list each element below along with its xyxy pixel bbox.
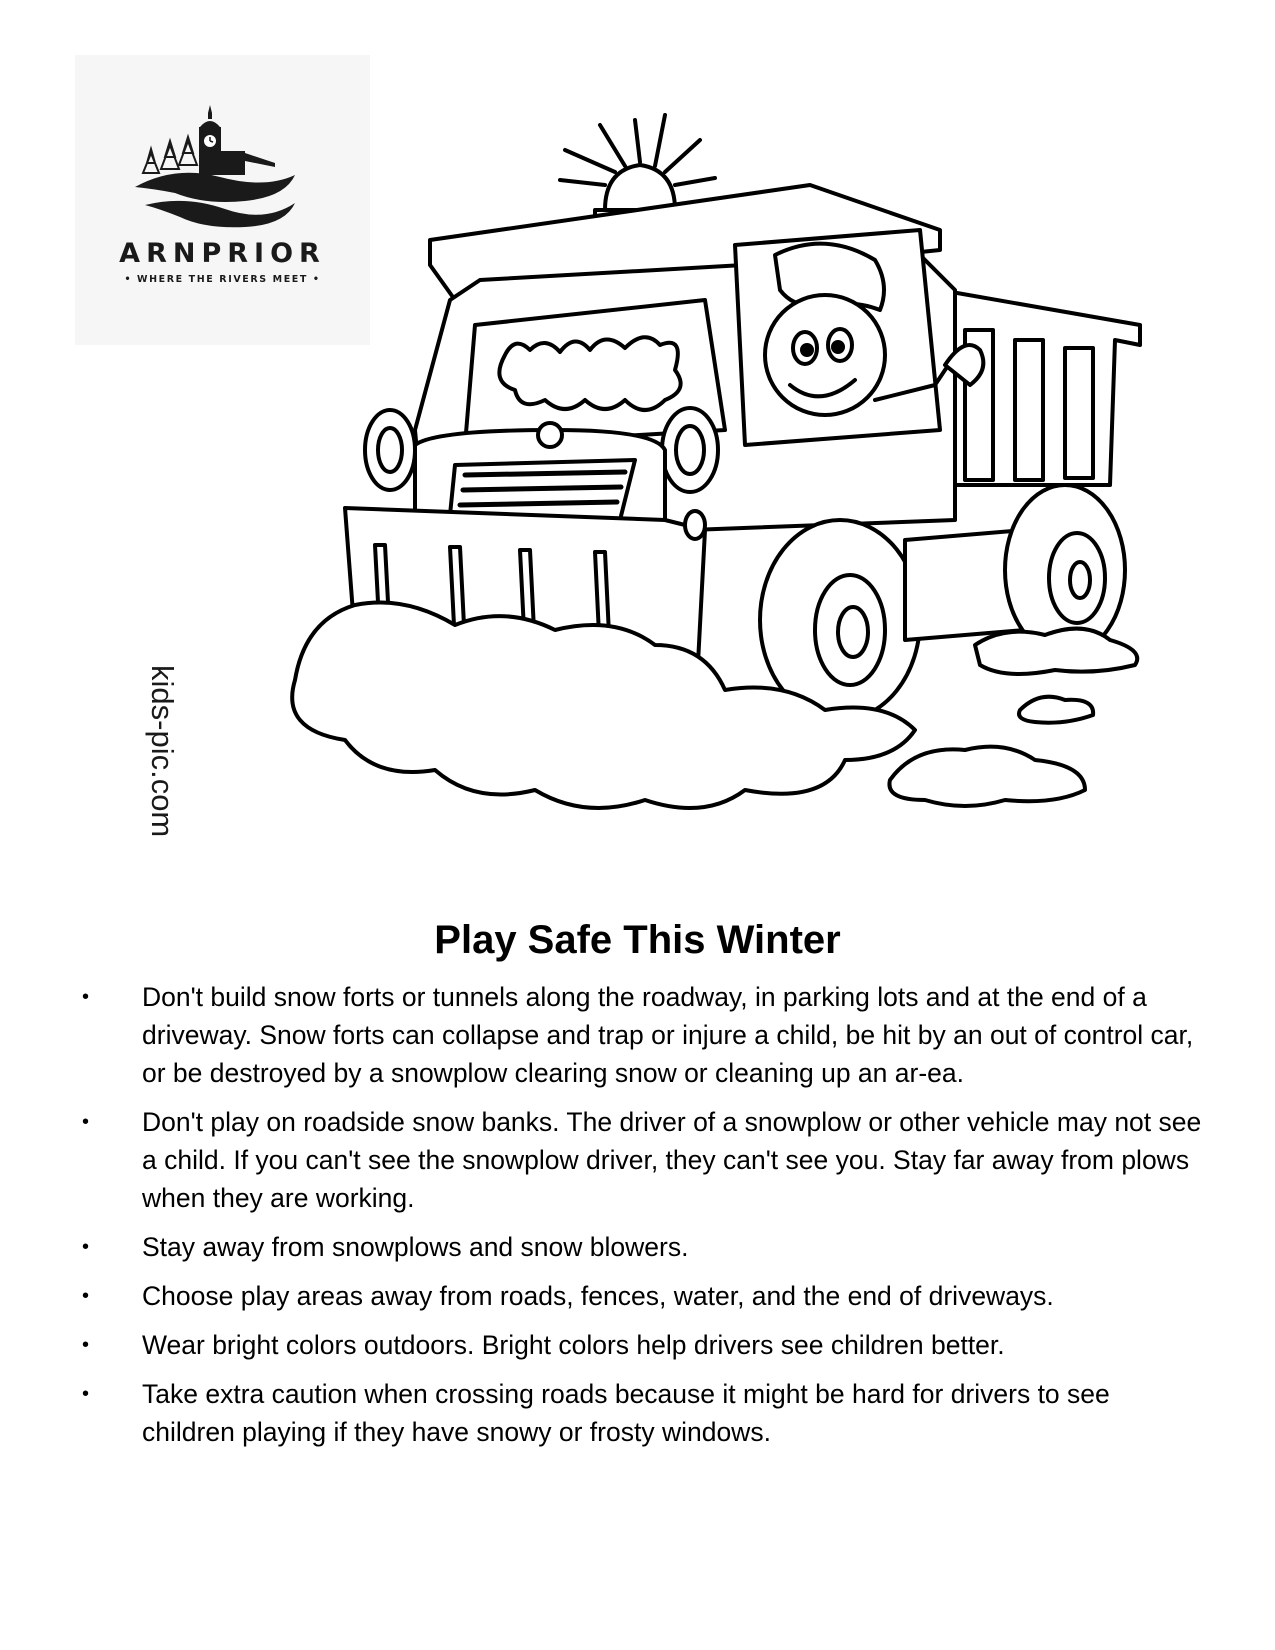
- bullet-icon: •: [82, 1383, 90, 1405]
- tip-text: Don't build snow forts or tunnels along the roadway, in parking lots and at the end of a driveway. Snow forts can collapse and trap or injure a child, be hit by an out of control car, or be destroyed by a snowplow clearing snow or cleaning up an ar-ea.: [142, 982, 1194, 1088]
- tip-text: Wear bright colors outdoors. Bright colors help drivers see children better.: [142, 1330, 1005, 1360]
- list-item: [82, 1103, 1202, 1217]
- tip-text: Choose play areas away from roads, fences, water, and the end of driveways.: [142, 1281, 1054, 1311]
- page-title: Play Safe This Winter: [434, 918, 841, 962]
- list-item: [82, 1228, 1202, 1266]
- list-item: [82, 1326, 1202, 1364]
- tip-text: Don't play on roadside snow banks. The driver of a snowplow or other vehicle may not see a child. If you can't see the snowplow driver, they can't see you. Stay far away from plows when they are working.: [142, 1107, 1202, 1213]
- list-item: [82, 978, 1202, 1092]
- bullet-icon: •: [82, 986, 90, 1008]
- list-item: [82, 1375, 1202, 1451]
- bullet-icon: •: [82, 1334, 90, 1356]
- bullet-icon: •: [82, 1285, 90, 1307]
- bullet-icon: •: [82, 1236, 90, 1258]
- logo-town-name: ARNPRIOR: [119, 238, 326, 269]
- snowplow-truck-illustration: [265, 100, 1145, 830]
- list-item: [82, 1277, 1202, 1315]
- logo-tagline: • WHERE THE RIVERS MEET •: [124, 274, 321, 285]
- bullet-icon: •: [82, 1111, 90, 1133]
- safety-tips-list: [82, 978, 1202, 1462]
- tip-text: Stay away from snowplows and snow blowers.: [142, 1232, 689, 1262]
- tip-text: Take extra caution when crossing roads because it might be hard for drivers to see children playing if they have snowy or frosty windows.: [142, 1379, 1110, 1447]
- credit-text: kids-pic.com: [145, 665, 180, 838]
